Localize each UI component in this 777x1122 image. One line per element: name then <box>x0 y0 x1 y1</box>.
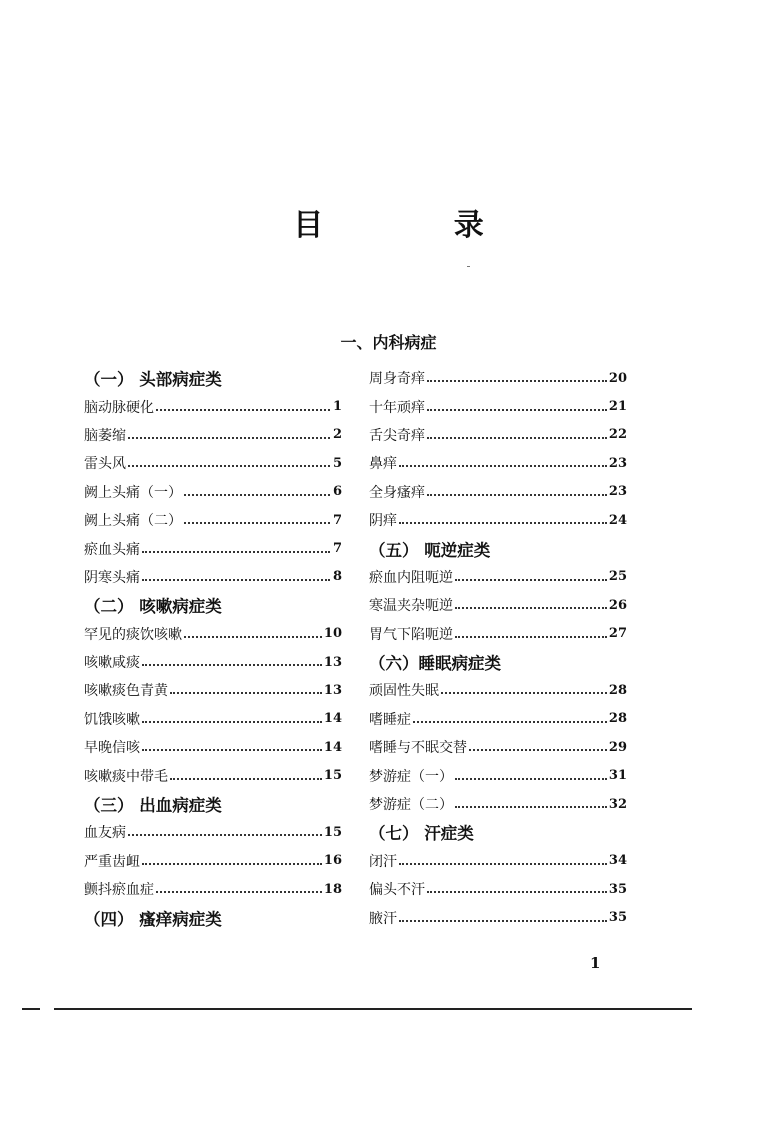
toc-entry-page: 28 <box>608 682 627 698</box>
toc-entry-page: 24 <box>608 512 627 528</box>
toc-entry <box>369 790 627 818</box>
toc-entry-title: 严重齿衄 <box>84 853 140 870</box>
page-title: 目 录 <box>293 208 544 243</box>
toc-entry-page: 14 <box>323 739 342 755</box>
toc-entry-page: 16 <box>323 853 342 869</box>
toc-entry-title: 阙上头痛（一） <box>84 484 182 501</box>
toc-entry-title: 寒温夹杂呃逆 <box>369 598 453 615</box>
toc-entry <box>84 818 342 846</box>
toc-entry-title: 十年顽痒 <box>369 399 425 416</box>
toc-section-header <box>84 591 342 619</box>
toc-entry-title: 雷头风 <box>84 456 126 473</box>
toc-section-header <box>369 648 627 676</box>
toc-entry <box>84 676 342 704</box>
toc-entry-title: 阴痒 <box>369 513 397 530</box>
dot-leader <box>455 579 607 581</box>
toc-entry-title: 咳嗽痰色青黄 <box>84 683 168 700</box>
dot-leader <box>399 863 607 865</box>
dot-leader <box>399 465 607 467</box>
toc-entry-title: （四） 瘙痒病症类 <box>84 909 222 929</box>
toc-entry <box>369 478 627 506</box>
toc-entry <box>84 847 342 875</box>
toc-entry-title: 闭汗 <box>369 853 397 870</box>
toc-entry <box>369 364 627 392</box>
toc-entry-page: 32 <box>608 796 627 812</box>
toc-entry-title: 罕见的痰饮咳嗽 <box>84 626 182 643</box>
toc-entry <box>84 449 342 477</box>
toc-entry-page: 5 <box>332 455 342 471</box>
toc-entry-page: 13 <box>323 654 342 670</box>
dot-leader <box>156 891 322 893</box>
toc-section-header <box>84 364 342 392</box>
toc-entry <box>84 875 342 903</box>
toc-entry <box>369 591 627 619</box>
toc-left-column <box>84 364 342 932</box>
toc-section-header <box>84 790 342 818</box>
toc-entry-title: （三） 出血病症类 <box>84 796 222 816</box>
dot-leader <box>441 692 607 694</box>
dot-leader <box>399 522 607 524</box>
toc-entry-title: 全身瘙痒 <box>369 484 425 501</box>
toc-entry <box>369 506 627 534</box>
toc-section-header <box>369 818 627 846</box>
toc-entry-page: 29 <box>608 739 627 755</box>
toc-entry-page: 34 <box>608 853 627 869</box>
toc-entry-title: 嗜睡与不眠交替 <box>369 740 467 757</box>
toc-entry-page: 35 <box>608 881 627 897</box>
toc-entry-page: 13 <box>323 682 342 698</box>
toc-entry-page: 6 <box>332 484 342 500</box>
toc-entry <box>84 761 342 789</box>
dot-leader <box>184 522 330 524</box>
toc-entry-page: 18 <box>323 881 342 897</box>
toc-entry <box>369 847 627 875</box>
toc-entry <box>369 705 627 733</box>
toc-entry-page: 1 <box>332 399 342 415</box>
toc-entry-title: 嗜睡症 <box>369 711 411 728</box>
toc-entry-page: 14 <box>323 711 342 727</box>
dot-leader <box>142 664 322 666</box>
toc-entry-title: 瘀血头痛 <box>84 541 140 558</box>
toc-entry-page: 15 <box>323 824 342 840</box>
toc-entry-title: （二） 咳嗽病症类 <box>84 597 222 617</box>
toc-entry-title: （五） 呃逆症类 <box>369 540 491 560</box>
dot-leader <box>142 749 322 751</box>
toc-entry-title: 周身奇痒 <box>369 371 425 388</box>
toc-entry <box>84 506 342 534</box>
toc-entry-page: 10 <box>323 626 342 642</box>
toc-section-header <box>84 903 342 931</box>
toc-entry-page: 8 <box>332 569 342 585</box>
toc-entry-title: 早晚信咳 <box>84 740 140 757</box>
toc-entry <box>369 449 627 477</box>
toc-entry-title: 偏头不汗 <box>369 882 425 899</box>
toc-entry-page: 27 <box>608 626 627 642</box>
toc-entry-page: 22 <box>608 427 627 443</box>
toc-entry-page: 20 <box>608 370 627 386</box>
toc-entry <box>369 563 627 591</box>
bottom-rule-left <box>22 1008 40 1010</box>
dot-leader <box>142 721 322 723</box>
toc-entry <box>369 392 627 420</box>
toc-entry-title: 咳嗽咸痰 <box>84 655 140 672</box>
toc-entry-page: 15 <box>323 768 342 784</box>
toc-entry-page: 23 <box>608 455 627 471</box>
dot-leader <box>427 380 607 382</box>
scan-speck <box>467 266 470 267</box>
toc-entry-title: 顽固性失眠 <box>369 683 439 700</box>
toc-entry-page: 7 <box>332 512 342 528</box>
dot-leader <box>399 920 607 922</box>
toc-entry <box>369 620 627 648</box>
toc-entry-title: 脑动脉硬化 <box>84 399 154 416</box>
toc-entry-page: 21 <box>608 399 627 415</box>
toc-entry <box>369 903 627 931</box>
toc-entry-title: 颤抖瘀血症 <box>84 882 154 899</box>
toc-section-header <box>369 534 627 562</box>
dot-leader <box>170 692 322 694</box>
part-heading: 一、内科病症 <box>340 333 437 352</box>
toc-entry <box>369 733 627 761</box>
dot-leader <box>184 636 322 638</box>
dot-leader <box>170 778 322 780</box>
toc-entry-title: 阴寒头痛 <box>84 569 140 586</box>
page-number: 1 <box>590 954 601 972</box>
toc-entry-title: 饥饿咳嗽 <box>84 711 140 728</box>
toc-entry-title: 梦游症（一） <box>369 768 453 785</box>
dot-leader <box>427 494 607 496</box>
toc-entry-page: 7 <box>332 541 342 557</box>
toc-entry <box>369 676 627 704</box>
toc-entry-title: （六）睡眠病症类 <box>369 654 501 674</box>
toc-entry <box>84 478 342 506</box>
dot-leader <box>455 607 607 609</box>
toc-entry-title: （七） 汗症类 <box>369 824 474 844</box>
toc-entry-title: 脑萎缩 <box>84 427 126 444</box>
toc-entry-page: 26 <box>608 597 627 613</box>
toc-entry-title: 鼻痒 <box>369 456 397 473</box>
dot-leader <box>455 806 607 808</box>
toc-entry-title: 血友病 <box>84 825 126 842</box>
toc-entry <box>84 705 342 733</box>
dot-leader <box>427 891 607 893</box>
dot-leader <box>413 721 607 723</box>
toc-entry <box>369 761 627 789</box>
dot-leader <box>156 409 330 411</box>
bottom-rule <box>54 1008 692 1010</box>
dot-leader <box>128 834 322 836</box>
toc-entry <box>84 648 342 676</box>
toc-entry-page: 28 <box>608 711 627 727</box>
dot-leader <box>427 409 607 411</box>
toc-entry-page: 2 <box>332 427 342 443</box>
toc-entry-page: 23 <box>608 484 627 500</box>
dot-leader <box>455 636 607 638</box>
dot-leader <box>142 551 330 553</box>
toc-entry <box>84 563 342 591</box>
toc-entry <box>369 421 627 449</box>
toc-entry <box>84 620 342 648</box>
toc-entry <box>84 733 342 761</box>
toc-entry-title: 阙上头痛（二） <box>84 513 182 530</box>
toc-entry-title: 胃气下陷呃逆 <box>369 626 453 643</box>
toc-entry-title: 瘀血内阻呃逆 <box>369 569 453 586</box>
dot-leader <box>184 494 330 496</box>
dot-leader <box>128 465 330 467</box>
dot-leader <box>142 579 330 581</box>
toc-entry-title: 腋汗 <box>369 910 397 927</box>
toc-entry-title: （一） 头部病症类 <box>84 370 222 390</box>
toc-entry-page: 25 <box>608 569 627 585</box>
dot-leader <box>128 437 330 439</box>
toc-entry-title: 咳嗽痰中带毛 <box>84 768 168 785</box>
toc-entry <box>84 421 342 449</box>
toc-entry-page: 31 <box>608 768 627 784</box>
toc-entry <box>84 392 342 420</box>
toc-right-column <box>369 364 627 932</box>
toc-entry-page: 35 <box>608 910 627 926</box>
dot-leader <box>469 749 607 751</box>
toc-entry <box>369 875 627 903</box>
dot-leader <box>455 778 607 780</box>
dot-leader <box>142 863 322 865</box>
toc-entry <box>84 534 342 562</box>
toc-entry-title: 梦游症（二） <box>369 797 453 814</box>
dot-leader <box>427 437 607 439</box>
toc-entry-title: 舌尖奇痒 <box>369 427 425 444</box>
